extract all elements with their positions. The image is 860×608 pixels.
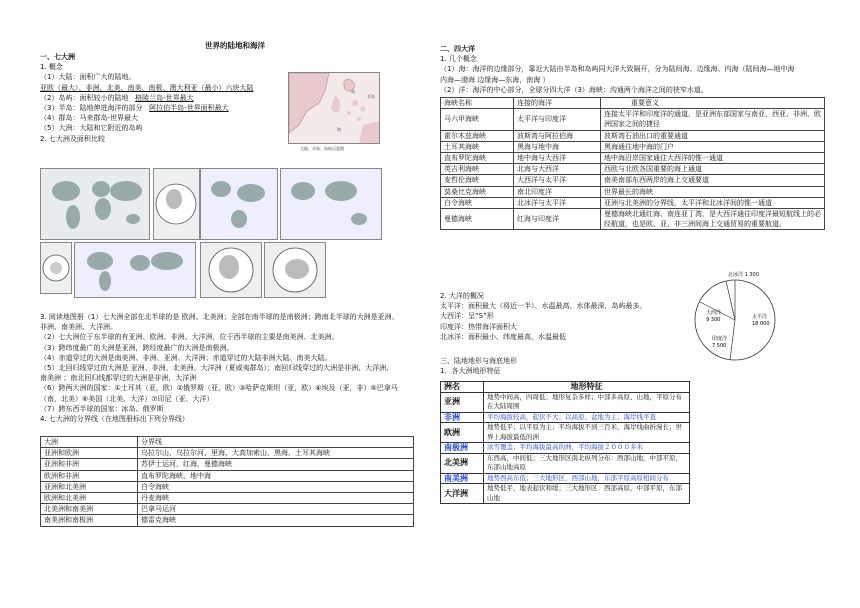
concept-continent: （1）大陆：面积广大的陆地。 [40, 73, 136, 82]
world-map-thumbnail-1 [40, 168, 150, 240]
table-row: 麦哲伦海峡 大西洋与太平洋 南美南部东西两岸的海上交通要道 [441, 175, 825, 186]
ocean-overview-heading: 2. 大洋的概况 [440, 292, 484, 300]
table-row: 大洋洲 地势低平，地表起伏和缓；三大地形区：西部高原，中部平原，东部山地 [441, 484, 690, 504]
concept-sea: （1）海：海洋的边缘部分，靠近大陆由半岛和岛屿同大洋大致隔开，分为陆间海、边缘海、内海（陆间海—地中海 [440, 65, 795, 74]
concept-peninsula: （3）半岛：陆地伸进海洋的部分 阿拉伯半岛-世界面积最大 [40, 104, 229, 113]
reading-line: （5）北回归线穿过的大洲是 亚洲、非洲、北美洲、大洋洲（夏威夷群岛）；南回归线穿过的大洲是非洲、大洋洲、 [40, 364, 394, 373]
ocean-line: 大西洋：呈“S”形 [440, 312, 494, 321]
world-map-thumbnail-2 [74, 242, 196, 298]
table-header: 地形特征 [484, 382, 690, 393]
concept-ocean: （2）洋：海洋的中心部分，全球分四大洋（3）海峡：沟通两个海洋之间的狭窄水道。 [440, 85, 708, 94]
table-row: 亚洲和欧洲 乌拉尔山、乌拉尔河、里海、大高加索山、黑海、土耳其海峡 [41, 448, 414, 459]
ocean-line: 北冰洋：面积最小、纬度最高，水温最低 [440, 332, 566, 341]
pie-label-pacific: 太平洋 [752, 314, 768, 320]
pie-value-atlantic: 9 300 [706, 317, 721, 323]
reading-exercise [40, 312, 430, 424]
table-row: 欧洲和非洲 直布罗陀海峡、地中海 [41, 470, 414, 481]
ocean-line: 印度洋：热带海洋面积大 [440, 322, 517, 331]
concept-continent-list: 亚欧（最大）、非洲、北美、南美、南极、澳大利亚（最小）六块大陆 [40, 83, 254, 92]
table-header: 分界线 [138, 437, 414, 448]
table-row: 北美洲 东西高，中间低；三大地形区南北纵列分布：西部山地，中部平原，东部山地高原 [441, 453, 690, 473]
table-row: 南美洲和南极洲 德雷克海峡 [41, 515, 414, 526]
table-row: 北美洲和南美洲 巴拿马运河 [41, 504, 414, 515]
landform-section [440, 356, 740, 376]
pie-value-pacific: 18 000 [752, 321, 770, 327]
ocean-line: 太平洋：面积最大（将近一半）、水温最高、水体最深，岛屿最多。 [440, 302, 647, 311]
section-heading-continents: 一、七大洲 [40, 53, 75, 61]
boundary-table [40, 436, 414, 527]
globe-southern [40, 242, 72, 294]
table-row: 亚洲和非洲 苏伊士运河，红海，曼德海峡 [41, 459, 414, 470]
pie-value-indian: 7 500 [712, 343, 727, 349]
pie-label-arctic: 北冰洋 1 300 [728, 272, 759, 278]
table-row: 亚洲 地势中间高，四周低；地形复杂多样；中部多高原、山地，平原分布在大陆周围 [441, 392, 690, 412]
ocean-overview [440, 291, 680, 342]
landform-subheading: 1．各大洲地形特征 [440, 367, 501, 376]
table-row: 土耳其海峡 黑海与地中海 黑海通往地中海的门户 [441, 141, 825, 152]
table-header: 重要意义 [601, 98, 825, 109]
table-row: 南美洲 地势西高东低；三大地形区，西部山地，东部平原高原相间分布 [441, 473, 690, 484]
boundary-heading: 4. 七大洲的分界线（在地图册标出下列分界线） [40, 415, 189, 424]
hemisphere-globe-3 [264, 242, 326, 298]
world-map-thumbnail-4 [280, 168, 382, 240]
reading-line: 3. 阅读地图册（1）七大洲全部在北半球的是 欧洲、北美洲；全部在南半球的是南极洲；跨南北半球的大洲是亚洲、 [40, 313, 399, 321]
concept-heading: 1. 概念 [40, 63, 63, 72]
concept-continent-def: （5）大洲：大陆和它附近的岛屿 [40, 124, 143, 133]
table-row: 直布罗陀海峡 地中海与大西洋 地中海沿岸国家通往大西洋的惟一通道 [441, 153, 825, 164]
map-caption: 大陆、半岛、岛屿示意图 [300, 146, 344, 151]
reading-line: 非洲、南美洲、大洋洲。 [40, 323, 117, 332]
concept-sea-types: 内海—渤海 边缘海—东海，南海 ） [440, 75, 550, 84]
table-row: 欧洲和北美洲 丹麦海峡 [41, 493, 414, 504]
document-title: 世界的陆地和海洋 [205, 41, 265, 50]
table-header: 海峡名称 [441, 98, 514, 109]
strait-table [440, 97, 825, 230]
table-row: 亚洲和北美洲 白令海峡 [41, 481, 414, 492]
ocean-area-pie [690, 274, 780, 364]
table-row: 英吉利海峡 北海与大西洋 西欧与北欧各国重要的海上通道 [441, 164, 825, 175]
table-header: 洲名 [441, 382, 484, 393]
reading-line: （2）七大洲位于东半球的有亚洲、欧洲、非洲、大洋洲，位于西半球的主要是南美洲、北美洲。 [40, 333, 339, 342]
table-row: 莫桑比克海峡 南北印度洋 世界最长的海峡 [441, 186, 825, 197]
map-label-sea: 海 [337, 127, 341, 132]
table-header: 连接的海洋 [514, 98, 601, 109]
pie-label-atlantic: 大西洋 [706, 310, 722, 316]
landform-table [440, 381, 690, 504]
landform-heading: 三、陆地地形与海底地形 [440, 357, 517, 365]
map-label-island: 岛 [351, 89, 355, 94]
table-row: 非洲 平均海拔较高，起伏不大；以高原、盆地为主；海岸线平直 [441, 412, 690, 423]
concept-island: （2）岛屿：面积较小的陆地 格陵兰岛-世界最大 [40, 93, 194, 102]
concepts-heading: 1. 几个概念 [440, 55, 477, 64]
land-island-diagram [288, 72, 380, 144]
table-row: 白令海峡 北冰洋与太平洋 亚洲与北美洲的分界线，太平洋和北冰洋间的惟一通道 [441, 197, 825, 208]
reading-line: （南，北美）⑥美国（北美、大洋）⑦印尼（亚、大洋） [40, 394, 214, 403]
table-row: 南极洲 冰雪覆盖；平均海拔最高的洲，平均海拔２０００多米 [441, 443, 690, 454]
pie-label-indian: 印度洋 [712, 336, 728, 342]
table-row: 马六甲海峡 太平洋与印度洋 连接太平洋和印度洋的通道，是亚洲东部国家与南亚、西亚、非洲、欧洲国家之间的捷径 [441, 109, 825, 130]
section-heading-oceans: 二、四大洋 [440, 45, 475, 53]
table-row: 曼德海峡 红海与印度洋 曼德海峡北通红海、南连亚丁湾，是大西洋通往印度洋最短航线上的必经航道，也是欧、亚、非三洲间海上交通贸易的重要航道。 [441, 209, 825, 230]
concept-archipelago: （4）群岛：马来群岛-世界最大 [40, 114, 138, 123]
hemisphere-globe-2 [200, 242, 262, 298]
table-row: 霍尔木兹海峡 波斯湾与阿拉伯海 波斯湾石油出口的重要通道 [441, 130, 825, 141]
world-map-thumbnail-3 [200, 168, 278, 240]
reading-line: 南美洲 ；南北回归线都穿过的大洲是非洲，大洋洲 [40, 374, 197, 383]
reading-line: （6）跨两大洲的国家：①土耳其（亚，欧）②俄罗斯（亚，欧）③哈萨克斯坦（亚，欧）④埃及（亚，非）⑤巴拿马 [40, 384, 398, 393]
reading-line: （3）跨纬度最广的大洲是亚洲，跨经度最广的大洲是南极洲。 [40, 343, 234, 352]
right-column-top [440, 44, 825, 95]
reading-line: （7）跨东西半球的国家：冰岛、俄罗斯 [40, 404, 164, 413]
table-row: 欧洲 地势低平；以平原为主；平均海拔不到三百米，海岸线曲折漫长；世界上海拔最低的洲 [441, 423, 690, 443]
hemisphere-globe-1 [153, 168, 200, 240]
table-header: 大洲 [41, 437, 138, 448]
reading-line: （4）赤道穿过的大洲是南美洲、非洲、亚洲、大洋洲；赤道穿过的大陆非洲大陆、南美大陆。 [40, 353, 332, 362]
map-label-peninsula: 半岛 [367, 94, 375, 99]
area-compare-heading: 2. 七大洲及面积比较 [40, 134, 105, 143]
